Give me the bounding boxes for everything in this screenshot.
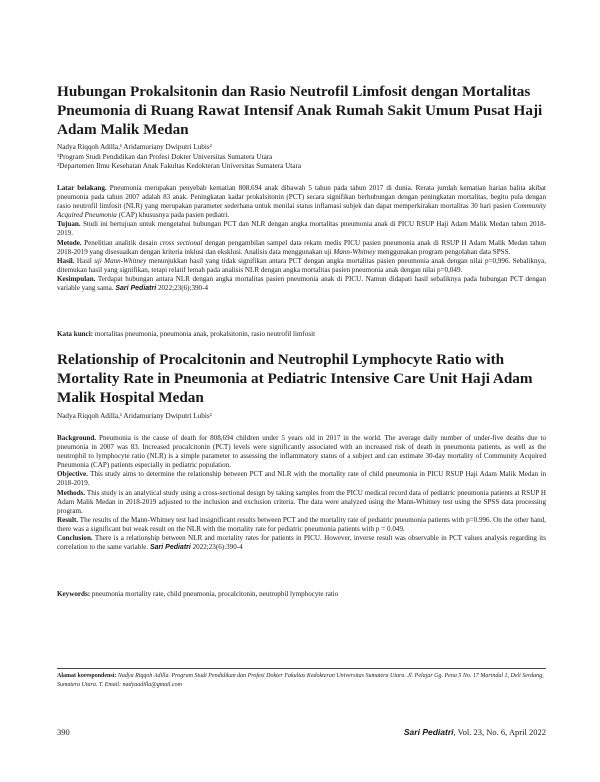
abstract-background: Background. Pneumonia is the cause of death for 808,694 children under 5 years old in 2017 in the world. The average daily number of under-five deaths due to pneumonia in 2007 was 83. Increased procalcitonin (PCT) levels were significantly associated with an increased risk of death in pneumonia patients, as well as the neutrophil to lymphocyte ratio (NLR) is a simple parameter to assessing the inflammatory status of a subject and can estimate 30-day mortality of Community Acquired Pneumonia (CAP) patients especially in pediatric population. bbox=[57, 434, 546, 470]
affiliation-1: ¹Program Studi Pendidikan dan Profesi Dokter Universitas Sumatera Utara bbox=[57, 152, 273, 161]
abstract-conclusion: Conclusion. There is a relationship between NLR and mortality rates for patients in PICU. However, inverse result was observable in PCT values analysis regarding its correlation to the same variable. Sari Pediatri 2022;23(6):390-4 bbox=[57, 534, 546, 552]
abstract-method: Metode. Penelitian analitik desain cross sectional dengan pengambilan sampel data rekam medis PICU pasien pneumonia anak di RSUP H Adam Malik Medan tahun 2018-2019 yang disesuaikan dengan kriteria inklusi dan eksklusi. Analisis data menggunakan uji Mann-Whitney menggunakan program pengolahan data SPSS. bbox=[57, 238, 547, 256]
english-title: Relationship of Procalcitonin and Neutrophil Lymphocyte Ratio with Mortality Rate in Pneumonia at Pediatric Intensive Care Unit Haji Adam Malik Hospital Medan bbox=[57, 351, 533, 406]
indonesian-keywords: Kata kunci: mortalitas pneumonia, pneumonia anak, prokalsitonin, rasio neutrofil limfosit bbox=[57, 330, 316, 338]
footnote-divider bbox=[57, 668, 546, 669]
english-keywords: Keywords: pneumonia mortality rate, child pneumonia, procalcitonin, neutrophil lymphocyte ratio bbox=[57, 590, 339, 598]
abstract-objective: Tujuan. Studi ini bertujuan untuk mengetahui hubungan PCT dan NLR dengan angka mortalitas pneumonia anak di PICU RSUP Haji Adam Malik Medan tahun 2018-2019. bbox=[57, 220, 546, 238]
indonesian-title: Hubungan Prokalsitonin dan Rasio Neutrofil Limfosit dengan Mortalitas Pneumonia di Ruang Rawat Intensif Anak Rumah Sakit Umum Pusat Haji Adam Malik Medan bbox=[57, 83, 543, 138]
page-number: 390 bbox=[57, 727, 70, 737]
abstract-objective: Objective. This study aims to determine the relationship between PCT and NLR with the mortality rate of child pneumonia in PICU RSUP Haji Adam Malik Medan in 2018-2019. bbox=[57, 470, 546, 488]
journal-brand-logo: Sari Pediatri bbox=[149, 544, 191, 552]
abstract-conclusion: Kesimpulan. Terdapat hubungan antara NLR dengan angka mortalitas pasien pneumonia anak di PICU. Namun didapati hasil sebaliknya pada hubungan PCT dengan variable yang sama. Sari Pediatri 2022;23(6):390-4 bbox=[57, 274, 546, 293]
journal-brand-logo: Sari Pediatri bbox=[115, 285, 157, 293]
journal-footer: Sari Pediatri, Vol. 23, No. 6, April 2022 bbox=[403, 727, 546, 737]
english-authors: Nadya Riqqoh Adilla,¹ Aridamuriany Dwiputri Lubis² bbox=[57, 412, 212, 420]
indonesian-authors-block bbox=[57, 143, 301, 172]
abstract-method: Methods. This study is an analytical study using a cross-sectional design by taking samples from the PICU medical record data of pediatric pneumonia patients at RSUP H Adam Malik Medan in 2018-2019 adjusted to the inclusion and exclusion criteria. The data were analyzed using the Mann-Whitney test using the SPSS data processing program. bbox=[57, 488, 546, 515]
authors: Nadya Riqqoh Adilla,¹ Aridamuriany Dwiputri Lubis² bbox=[57, 143, 212, 151]
indonesian-abstract bbox=[57, 184, 546, 293]
journal-brand-logo: Sari Pediatri bbox=[403, 727, 454, 737]
abstract-result: Hasil. Hasil uji Mann-Whitney menunjukkan hasil yang tidak signifikan antara PCT dengan angka mortalitas pasien pneumonia anak dengan nilai p=0,996. Sebaliknya, ditemukan hasil yang signifikan, tetapi relatif lemah pada analisis NLR dengan angka mortalitas pasien pneumonia anak dengan nilai p=0,049. bbox=[57, 256, 546, 274]
abstract-result: Result. The results of the Mann-Whitney test had insignificant results between PCT and the mortality rate of pediatric pneumonia patients with p=0.996. On the other hand, there was a significant but weak result on the NLR with the mortality rate for pediatric pneumonia patients with p = 0.049. bbox=[57, 515, 546, 533]
english-abstract bbox=[57, 434, 546, 552]
correspondence-note: Alamat korespondensi: Nadya Riqqoh Adilla. Program Studi Pendidikan dan Profesi Dokter Fakultas Kedokteran Universitas Sumatera Utara. Jl. Pelajar Gg. Pena 5 No. 17 Marindal 1, Deli Serdang, Sumatera Utara. T. Email: nadyaadilla@gmail.com bbox=[57, 673, 544, 688]
abstract-background: Latar belakang. Pneumonia merupakan penyebab kematian 808.694 anak dibawah 5 tahun pada tahun 2017 di dunia. Rerata jumlah kematian harian balita akibat pneumonia pada tahun 2007 adalah 83 anak. Peningkatan kadar prokalsitonin (PCT) secara signifikan berhubungan dengan peningkatan mortalitas, begitu pula dengan rasio neutrofil limfosit (NLR) yang merupakan parameter sederhana untuk menilai status inflamasi subjek dan dapat memperkirakan mortalitas 30 hari pasien Community Acquired Pneumonia (CAP) khususnya pada pasien pediatri. bbox=[57, 184, 546, 220]
affiliation-2: ²Departemen Ilmu Kesehatan Anak Fakultas Kedokteran Universitas Sumatera Utara bbox=[57, 162, 302, 170]
